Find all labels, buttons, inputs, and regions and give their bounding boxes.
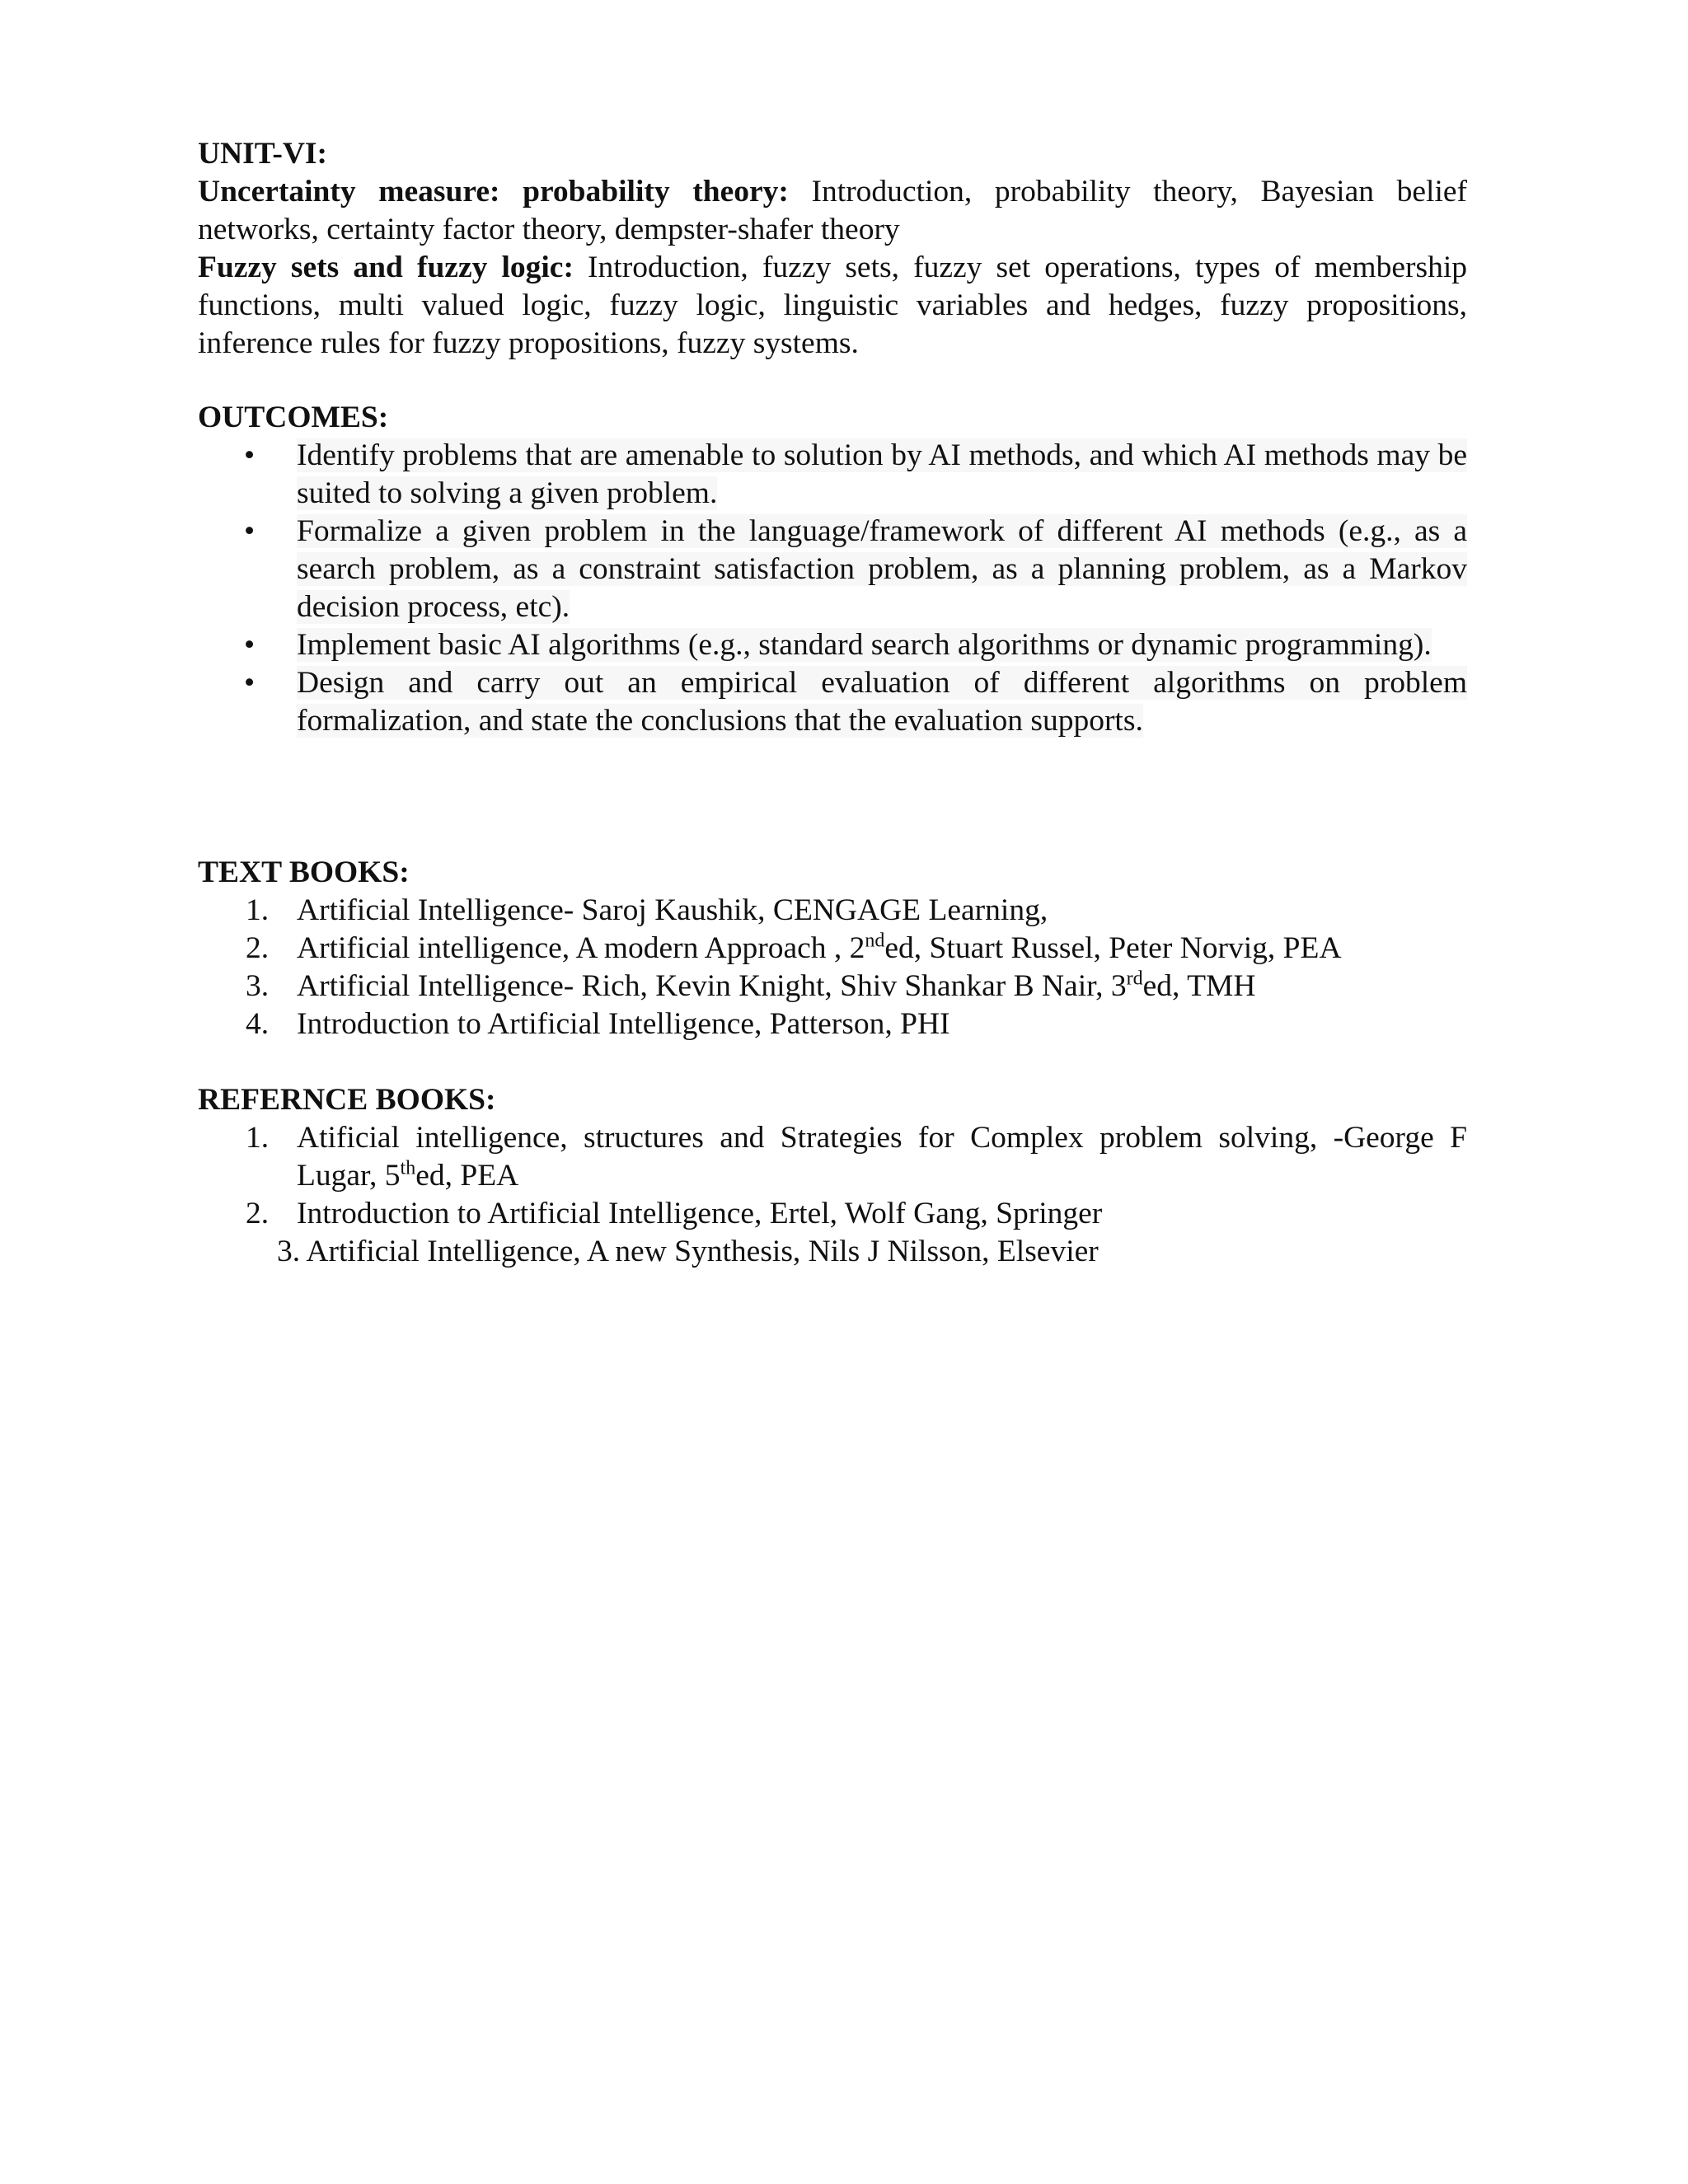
- outcome-item: [198, 626, 1467, 664]
- bullet-icon: •: [244, 666, 256, 700]
- text-book-title: Artificial Intelligence- Saroj Kaushik, CENGAGE Learning,: [297, 893, 1048, 927]
- text-books-heading: TEXT BOOKS:: [198, 855, 410, 889]
- text-books-section: [198, 854, 1467, 1043]
- fuzzy-paragraph: [198, 249, 1467, 363]
- outcomes-heading: OUTCOMES:: [198, 401, 389, 434]
- outcome-text: Identify problems that are amenable to solution by AI methods, and which AI methods may be suited to solving a given problem.: [297, 438, 1467, 510]
- text-book-title: Artificial intelligence, A modern Approach , 2: [297, 931, 865, 965]
- fuzzy-topics: Introduction, fuzzy sets, fuzzy set operations, types of membership functions, multi valued logic, fuzzy logic, linguistic variables and hedges, fuzzy propositions, inference rules for fuzzy propositions, fuzzy systems.: [198, 251, 1467, 360]
- text-book-title: Artificial Intelligence- Rich, Kevin Knight, Shiv Shankar B Nair, 3: [297, 969, 1127, 1003]
- unit-heading: UNIT-VI:: [198, 137, 327, 171]
- outcomes-list: [198, 437, 1467, 740]
- reference-books-heading: REFERNCE BOOKS:: [198, 1083, 496, 1117]
- bullet-icon: •: [244, 628, 256, 662]
- text-books-list: [198, 892, 1467, 1043]
- outcome-item: [198, 437, 1467, 513]
- uncertainty-paragraph: [198, 173, 1467, 249]
- text-book-item: [198, 968, 1467, 1005]
- outcome-text: Implement basic AI algorithms (e.g., standard search algorithms or dynamic programming).: [297, 628, 1432, 662]
- list-number: 3.: [246, 969, 270, 1003]
- outcome-item: [198, 513, 1467, 626]
- list-number: 2.: [246, 931, 270, 965]
- list-number: 4.: [246, 1007, 270, 1041]
- reference-books-list: [198, 1119, 1467, 1233]
- uncertainty-topics: Introduction, probability theory, Bayesian belief networks, certainty factor theory, dempster-shafer theory: [198, 175, 1467, 246]
- text-book-item: [198, 1005, 1467, 1043]
- text-book-title: Introduction to Artificial Intelligence, Patterson, PHI: [297, 1007, 950, 1041]
- text-book-item: [198, 930, 1467, 968]
- unit-section: [198, 135, 1467, 363]
- outcome-text: Formalize a given problem in the language/framework of different AI methods (e.g., as a search problem, as a constraint satisfaction problem, as a planning problem, as a Markov decision process, etc).: [297, 514, 1467, 624]
- reference-book-item: 3. Artificial Intelligence, A new Synthesis, Nils J Nilsson, Elsevier: [277, 1235, 1099, 1268]
- text-book-details: ed, TMH: [1142, 969, 1256, 1003]
- edition-superscript: rd: [1126, 968, 1143, 990]
- reference-books-section: [198, 1081, 1467, 1271]
- reference-book-details: ed, PEA: [415, 1159, 519, 1193]
- list-number: 1.: [246, 893, 270, 927]
- text-book-details: ed, Stuart Russel, Peter Norvig, PEA: [884, 931, 1342, 965]
- reference-book-title: Introduction to Artificial Intelligence, Ertel, Wolf Gang, Springer: [297, 1197, 1103, 1230]
- uncertainty-title: Uncertainty measure: probability theory:: [198, 175, 789, 209]
- outcome-item: [198, 664, 1467, 740]
- bullet-icon: •: [244, 438, 256, 472]
- outcome-text: Design and carry out an empirical evaluation of different algorithms on problem formalization, and state the conclusions that the evaluation supports.: [297, 666, 1467, 738]
- outcomes-section: [198, 399, 1467, 740]
- list-number: 1.: [246, 1121, 270, 1155]
- reference-book-item: [198, 1119, 1467, 1195]
- fuzzy-title: Fuzzy sets and fuzzy logic:: [198, 251, 574, 284]
- reference-book-title: Atificial intelligence, structures and Strategies for Complex problem solving, -George F Lugar, 5: [297, 1121, 1467, 1193]
- bullet-icon: •: [244, 514, 256, 548]
- edition-superscript: th: [400, 1157, 416, 1179]
- list-number: 2.: [246, 1197, 270, 1230]
- edition-superscript: nd: [865, 930, 885, 952]
- reference-book-item: [198, 1195, 1467, 1233]
- text-book-item: [198, 892, 1467, 930]
